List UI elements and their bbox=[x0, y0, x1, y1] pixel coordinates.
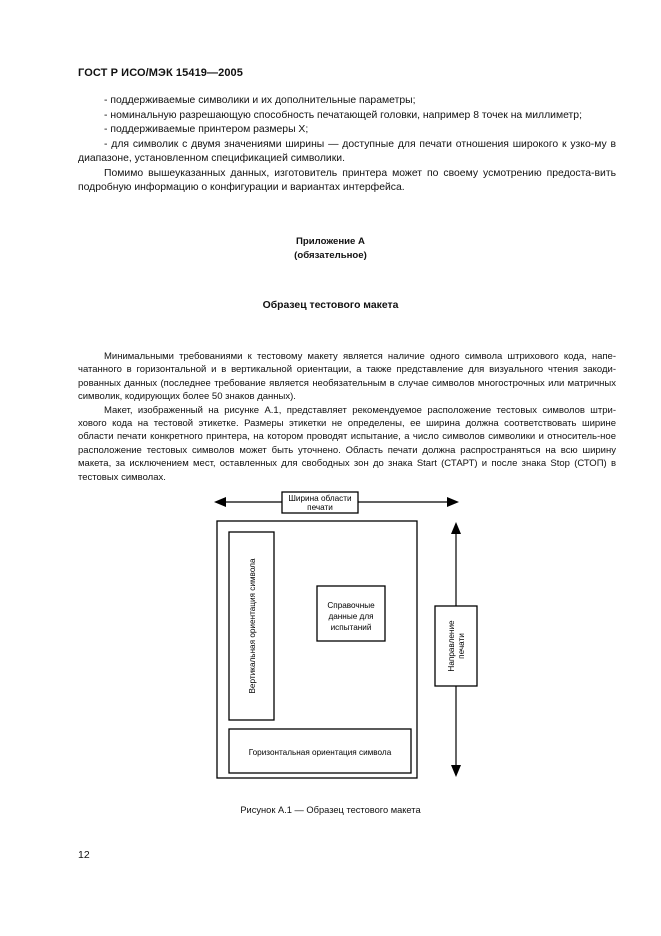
list-item: - поддерживаемые принтером размеры X; bbox=[104, 124, 309, 135]
width-label-line2: печати bbox=[307, 503, 333, 512]
body-paragraph: Минимальными требованиями к тестовому макету является наличие одного символа штрихового кода, напе-чатанного в горизонтальной и в вертикальной ориентации, а также представление для визуального чтения закоди-рованных данных (последнее требование является необязательным в случае символов многострочных или матричных символик, кодирующих более 50 знаков данных). bbox=[78, 351, 616, 403]
list-item: - номинальную разрешающую способность печатающей головки, например 8 точек на миллиметр; bbox=[104, 109, 582, 121]
reference-line2: данные для bbox=[328, 612, 374, 621]
list-item: - для символик с двумя значениями ширины — доступные для печати отношения широкого к узко-му в диапазоне, установленном спецификацией символики. bbox=[78, 138, 616, 164]
figure-caption: Рисунок А.1 — Образец тестового макета bbox=[240, 805, 421, 815]
vertical-symbol-label: Вертикальная ориентация символа bbox=[248, 558, 257, 694]
body-paragraph: Макет, изображенный на рисунке А.1, представляет рекомендуемое расположение тестовых символов штри-хового кода на тестовой этикетке. Размеры этикетки не определены, ее ширина должна соответствовать ширине области печати конкретного принтера, на котором проводят испытание, а число символов символики и относитель-ное расположение тестовых символов может быть уточнено. Область печати должна распространяться на всю ширину макета, за исключением мест, оставленных для свободных зон до знака Start (СТАРТ) и после знака Stop (СТОП) в тестовых символах. bbox=[78, 404, 616, 483]
appendix-body bbox=[78, 350, 616, 484]
direction-label-line1: Направление bbox=[447, 620, 456, 672]
direction-label-box bbox=[435, 606, 477, 686]
reference-line1: Справочные bbox=[327, 601, 375, 610]
direction-label-line2: печати bbox=[457, 633, 466, 659]
test-layout-figure bbox=[200, 488, 480, 793]
reference-line3: испытаний bbox=[330, 623, 372, 632]
width-arrow-right-head bbox=[447, 497, 459, 507]
direction-arrow-top-head bbox=[451, 522, 461, 534]
width-label-line1: Ширина области bbox=[288, 494, 352, 503]
appendix-status: (обязательное) bbox=[294, 250, 367, 261]
intro-paragraph: Помимо вышеуказанных данных, изготовитель принтера может по своему усмотрению предоста-вить подробную информацию о конфигурации и вариантах интерфейса. bbox=[78, 167, 616, 193]
standard-header: ГОСТ Р ИСО/МЭК 15419—2005 bbox=[78, 67, 243, 79]
horizontal-symbol-label: Горизонтальная ориентация символа bbox=[248, 748, 392, 757]
list-item: - поддерживаемые символики и их дополнительные параметры; bbox=[104, 95, 416, 106]
page-number: 12 bbox=[78, 849, 90, 861]
figure-svg bbox=[200, 488, 480, 788]
appendix-label: Приложение А bbox=[296, 236, 365, 247]
label-frame bbox=[217, 521, 417, 778]
intro-section bbox=[78, 94, 616, 196]
appendix-title: Образец тестового макета bbox=[262, 300, 399, 311]
width-arrow-left-head bbox=[214, 497, 226, 507]
direction-arrow-bottom-head bbox=[451, 765, 461, 777]
